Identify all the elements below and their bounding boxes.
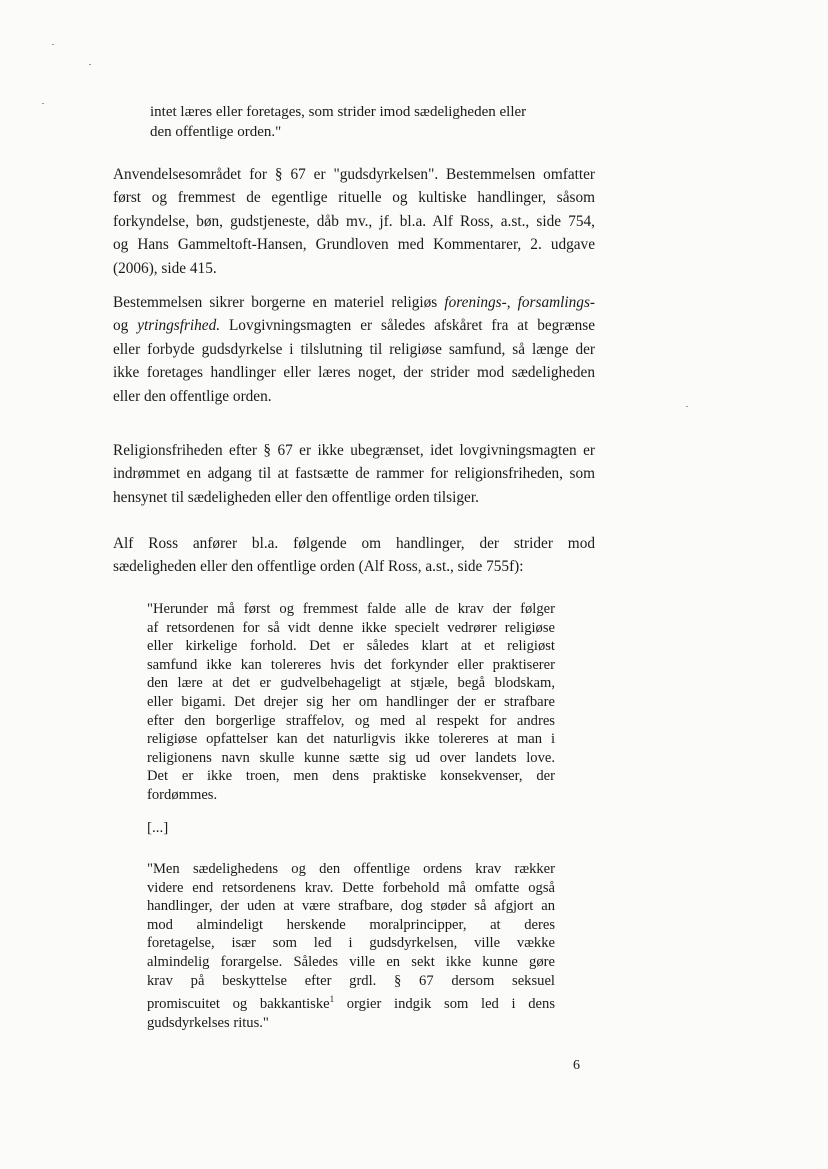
text-line: eller den offentlige orden. [113,387,272,405]
quote-line: almindelig forargelse. Således ville en sekt ikke kunne gøre [147,953,555,970]
text-span: og [113,317,138,335]
quote-line: efter den borgerlige straffelov, og med al respekt for andres [147,712,555,729]
quote-line: krav på beskyttelse efter grdl. § 67 dersom seksuel [147,972,555,989]
opening-quote-end [150,102,580,142]
ellipsis: [...] [147,820,169,836]
paragraph-scope [113,163,595,280]
quote-line: religiøse opfattelser kan det naturligvis ikke tolereres at man i [147,731,555,748]
text-line: Anvendelsesområdet for § 67 er "gudsdyrkelsen". Bestemmelsen omfatter [113,166,595,183]
text-line: intet læres eller foretages, som strider imod sædeligheden eller [150,104,527,120]
text-span: Bestemmelsen sikrer borgerne en materiel religiøs [113,294,445,311]
text-line: eller forbyde gudsdyrkelse i tilslutning til religiøse samfund, så længe der [113,340,595,358]
footnote-marker: 1 [329,994,335,1005]
scan-speck [686,406,688,407]
text-line: den offentlige orden." [150,124,282,140]
quote-line: videre end retsordenens krav. Dette forbehold må omfatte også [147,879,555,896]
quote-line: mod almindeligt herskende moralprincipper, at deres [147,916,555,933]
italic-term: forenings-, forsamlings- [444,294,595,311]
text-span: Lovgivningsmagten er således afskåret fra at begrænse [220,317,595,335]
quote-line: den lære at det er gudvelbehageligt at stjæle, begå blodskam, [147,675,555,692]
quote-line: Det er ikke troen, men dens praktiske konsekvenser, der [147,768,555,785]
quote-line: af retsordenen for så vidt denne ikke specielt vedrører religiøse [147,619,555,636]
text-line: og Hans Gammeltoft-Hansen, Grundloven med Kommentarer, 2. udgave [113,236,595,254]
text-line: (2006), side 415. [113,259,217,277]
text-line [113,314,595,337]
paragraph-limits [113,439,595,509]
quote-line: handlinger, der uden at være strafbare, dog støder så afgjort an [147,898,555,915]
text-line: forkyndelse, bøn, gudstjeneste, dåb mv., jf. bl.a. Alf Ross, a.st., side 754, [113,212,595,230]
text-line [113,291,595,314]
quote-line: foretagelse, især som led i gudsdyrkelsen, ville vække [147,935,555,952]
text-span: promiscuitet og bakkantiske [147,996,330,1013]
quote-line: fordømmes. [147,786,218,803]
text-line: Religionsfriheden efter § 67 er ikke ubegrænset, idet lovgivningsmagten er [113,442,595,459]
quote-line: eller bigami. Det drejer sig her om handlinger der er strafbare [147,693,555,710]
scan-speck [52,44,54,45]
paragraph-ross-intro [113,532,595,579]
text-line: Alf Ross anfører bl.a. følgende om handlinger, der strider mod [113,535,595,552]
text-line: indrømmet en adgang til at fastsætte de rammer for religionsfriheden, som [113,465,595,483]
block-quote-second [147,860,555,1032]
text-line: hensynet til sædeligheden eller den offentlige orden tilsiger. [113,488,479,506]
text-line: først og fremmest de egentlige rituelle og kultiske handlinger, såsom [113,189,595,207]
paragraph-freedoms [113,291,595,408]
scan-speck [42,103,44,104]
quote-line: eller kirkelige forhold. Det er således klart at et religiøst [147,638,555,655]
text-line: ikke foretages handlinger eller læres noget, der strider mod sædeligheden [113,364,595,382]
text-span: orgier indgik som led i dens [334,996,555,1013]
italic-term: ytringsfrihed. [137,317,221,335]
scan-speck [89,64,91,65]
quote-line: "Men sædelighedens og den offentlige ordens krav rækker [147,861,555,877]
page-number: 6 [573,1058,580,1073]
quote-line: samfund ikke kan tolereres hvis det forkynder eller praktiserer [147,656,555,673]
quote-line: gudsdyrkelses ritus." [147,1014,269,1031]
block-quote-first [147,600,555,805]
quote-line [147,990,555,1013]
quote-line: "Herunder må først og fremmest falde alle de krav der følger [147,601,555,617]
quote-line: religionens navn skulle kunne sætte sig ud over landets love. [147,749,555,766]
text-line: sædeligheden eller den offentlige orden (Alf Ross, a.st., side 755f): [113,558,524,576]
